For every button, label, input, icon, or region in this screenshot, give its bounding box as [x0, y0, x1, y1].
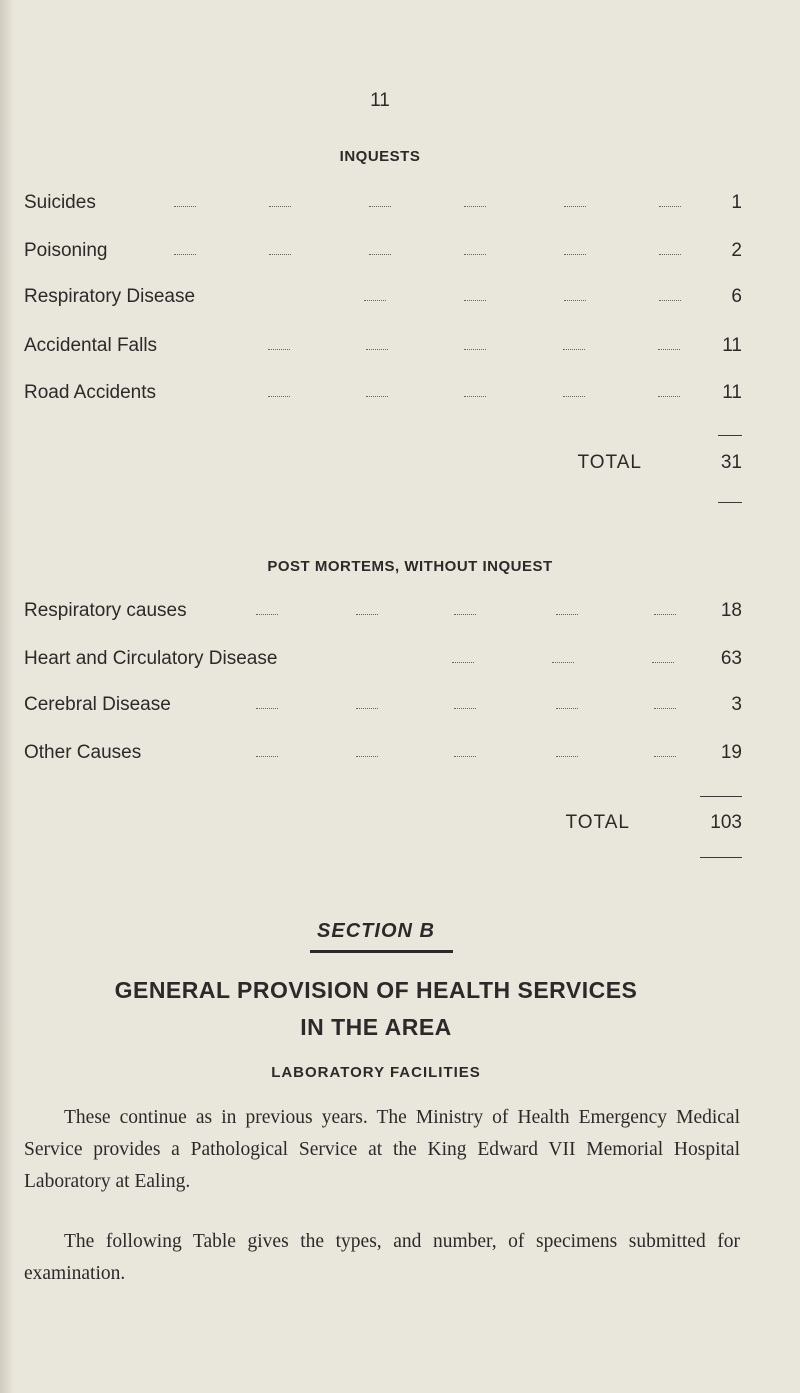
row-label: Heart and Circulatory Disease [24, 648, 278, 669]
row-label: Road Accidents [24, 382, 157, 403]
page-number: 11 [370, 90, 390, 111]
page-binding-edge [0, 0, 14, 1393]
row-value: 19 [720, 742, 742, 763]
row-value: 1 [731, 192, 742, 213]
laboratory-facilities-heading: LABORATORY FACILITIES [271, 1064, 481, 1081]
pm-row-respiratory [24, 600, 742, 626]
paragraph-specimens: The following Table gives the types, and number, of specimens submitted for examination. [24, 1231, 740, 1284]
pm-row-other [24, 742, 742, 768]
inquest-row-accidental-falls [24, 335, 742, 361]
paragraph-laboratory: These continue as in previous years. The Ministry of Health Emergency Medical Service provides a Pathological Service at the King Edward VII Memorial Hospital Laboratory at Ealing. [24, 1107, 740, 1192]
row-label: Respiratory Disease [24, 286, 196, 307]
inquest-row-poisoning [24, 240, 742, 266]
row-label: Cerebral Disease [24, 694, 171, 715]
total-value: 103 [710, 812, 742, 833]
inquests-total [0, 452, 742, 478]
post-mortems-heading: POST MORTEMS, WITHOUT INQUEST [267, 558, 553, 575]
pm-row-heart [24, 648, 742, 674]
row-value: 63 [720, 648, 742, 669]
section-b-underline [310, 950, 453, 953]
total-rule-bottom [700, 857, 742, 858]
post-mortems-total [0, 812, 742, 838]
row-label: Suicides [24, 192, 96, 213]
total-label: TOTAL [577, 452, 642, 473]
row-value: 2 [731, 240, 742, 261]
row-value: 11 [722, 382, 742, 403]
row-label: Poisoning [24, 240, 108, 261]
row-value: 6 [731, 286, 742, 307]
total-rule-top [718, 435, 742, 436]
row-value: 18 [720, 600, 742, 621]
section-b-title: SECTION B [317, 920, 435, 942]
row-label: Other Causes [24, 742, 142, 763]
row-label: Respiratory causes [24, 600, 187, 621]
inquest-row-respiratory [24, 286, 742, 312]
inquest-row-suicides [24, 192, 742, 218]
row-label: Accidental Falls [24, 335, 158, 356]
row-value: 11 [722, 335, 742, 356]
main-heading-line2: IN THE AREA [300, 1014, 452, 1040]
row-value: 3 [731, 694, 742, 715]
inquest-row-road-accidents [24, 382, 742, 408]
total-rule-top [700, 796, 742, 797]
total-label: TOTAL [565, 812, 630, 833]
main-heading-line1: GENERAL PROVISION OF HEALTH SERVICES [114, 977, 638, 1003]
total-value: 31 [720, 452, 742, 473]
total-rule-bottom [718, 502, 742, 503]
pm-row-cerebral [24, 694, 742, 720]
inquests-heading: INQUESTS [339, 148, 421, 165]
